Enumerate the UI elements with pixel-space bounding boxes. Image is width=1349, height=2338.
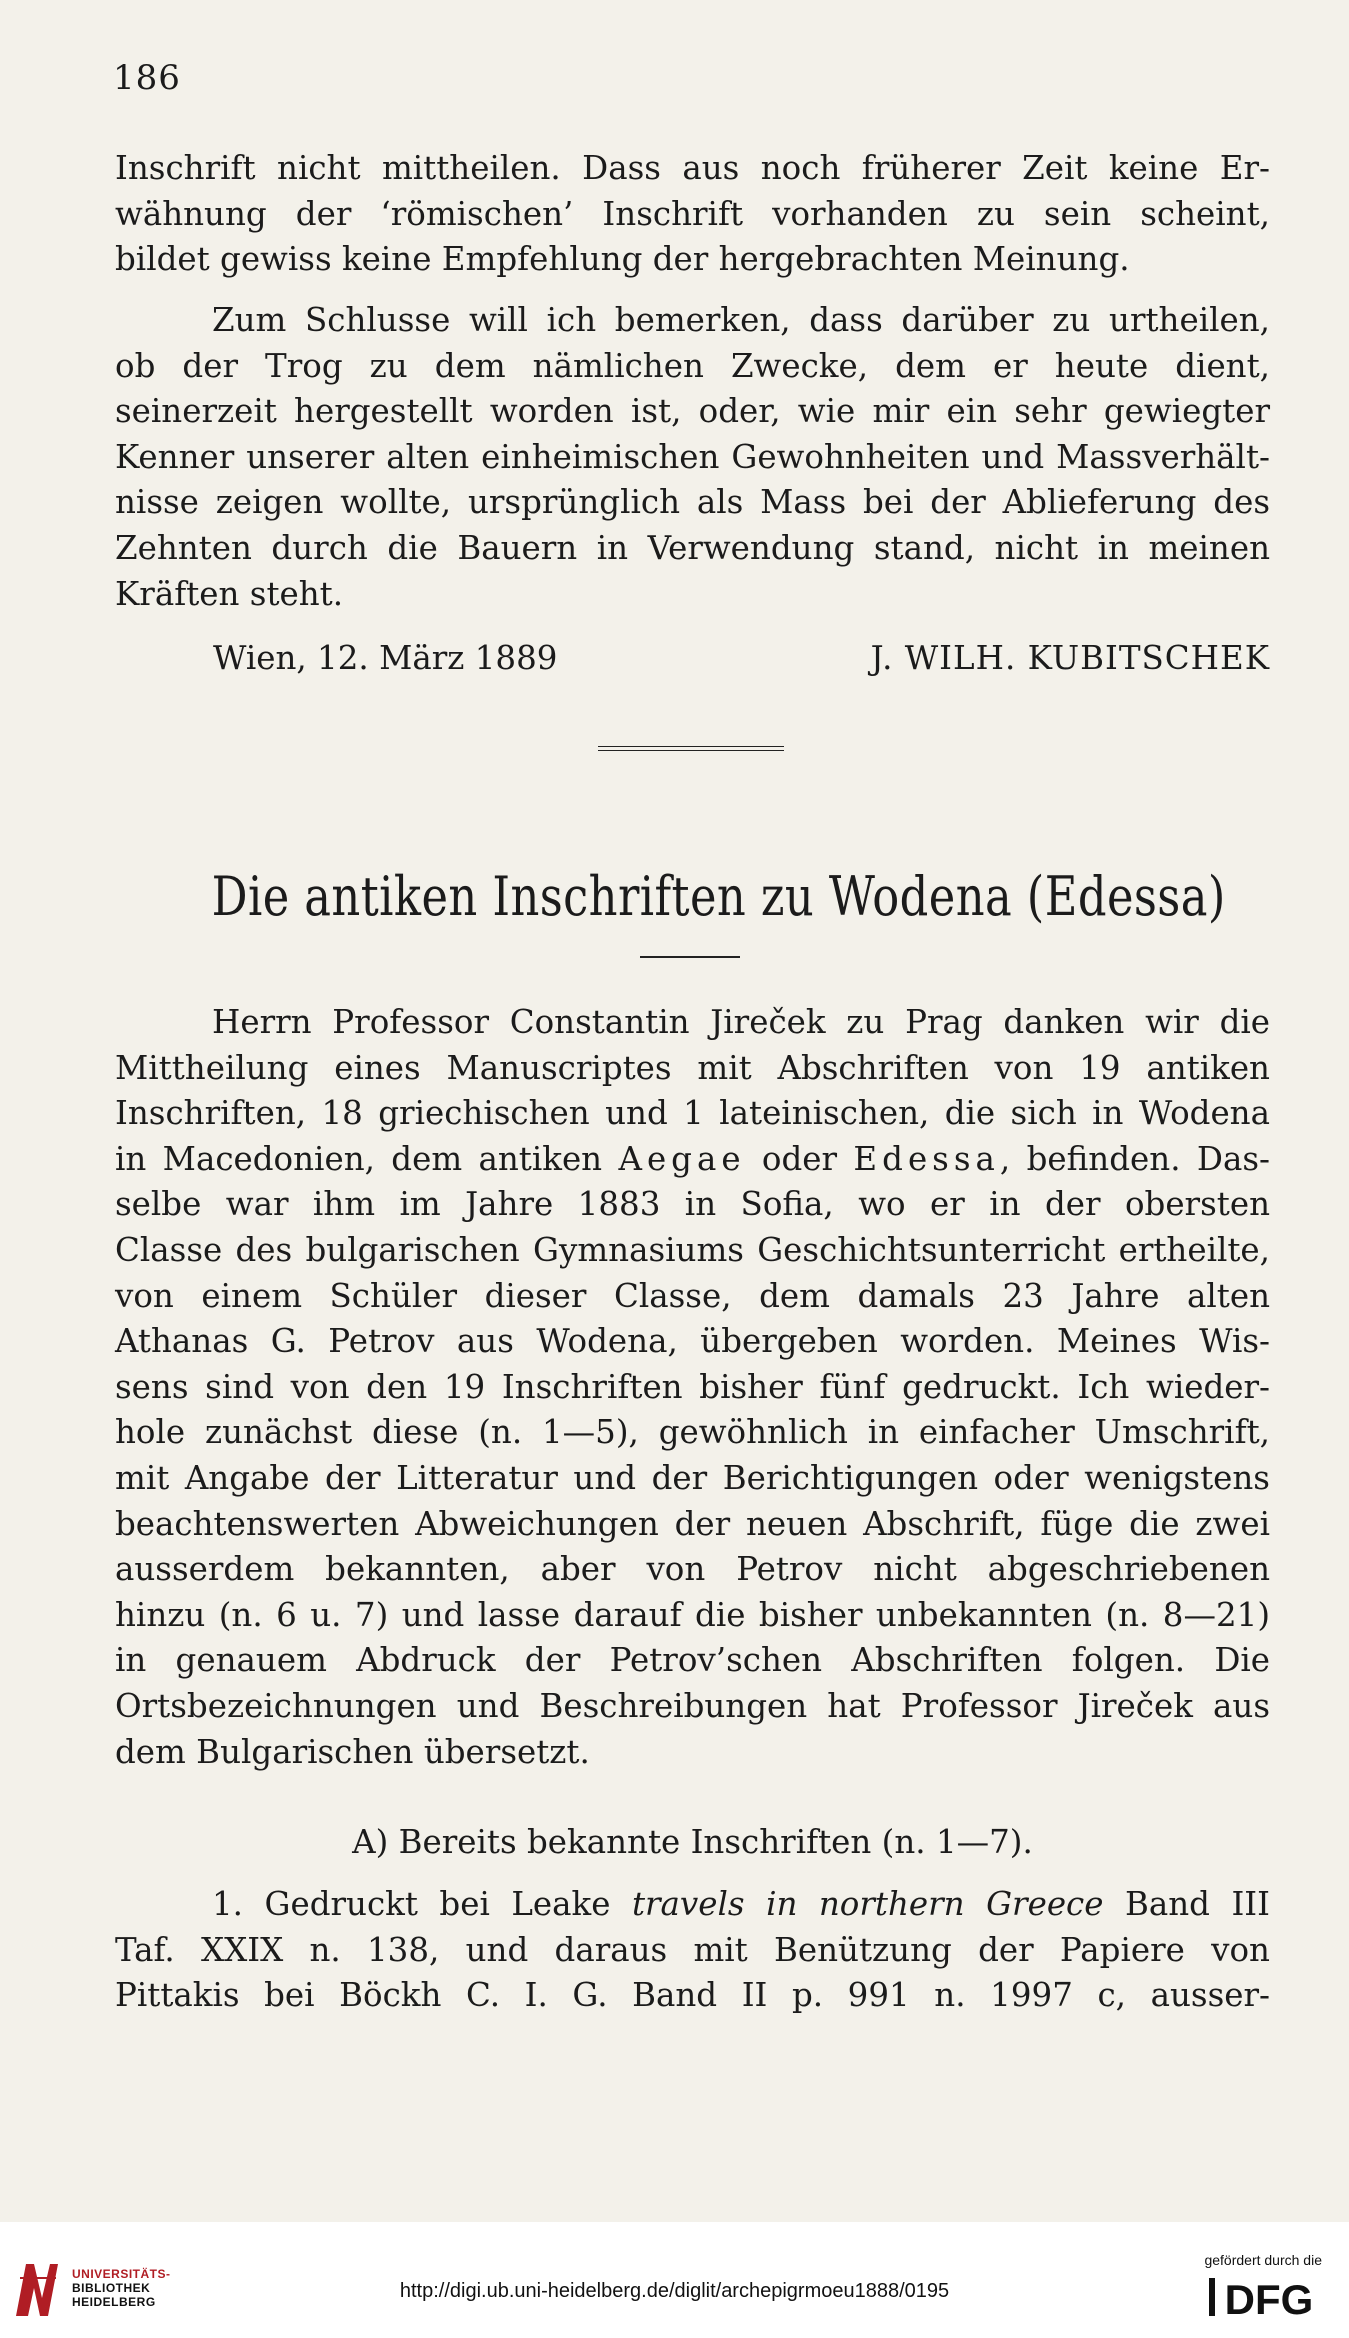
text-line: hole zunächst diese (n. 1—5), gewöhnlich in einfacher Umschrift, [115,1413,1270,1452]
institution-line: UNIVERSITÄTS- [72,2267,171,2281]
paragraph-3 [115,1000,1270,1775]
dfg-logo-text: DFG [1224,2276,1314,2320]
page-number: 186 [113,58,181,98]
text-line: Herrn Professor Constantin Jireček zu Prag danken wir die [212,1003,1270,1041]
section-subheading: A) Bereits bekannte Inschriften (n. 1—7). [352,1823,1033,1861]
text-line: sens sind von den 19 Inschriften bisher fünf gedruckt. Ich wieder- [115,1367,1270,1406]
text-line: Pittakis bei Böckh C. I. G. Band II p. 991 n. 1997 c, ausser- [115,1976,1270,2015]
title-underline [640,956,740,958]
text-line: beachtenswerten Abweichungen der neuen Abschrift, füge die zwei [115,1504,1270,1543]
signature-line [213,636,1270,681]
institution-line: HEIDELBERG [72,2295,156,2309]
book-title: travels in northern Greece [631,1885,1104,1923]
institution-line: BIBLIOTHEK [72,2281,151,2295]
text-line: Athanas G. Petrov aus Wodena, übergeben worden. Meines Wis- [115,1322,1270,1361]
double-rule-divider [598,746,784,751]
text-fragment: 1. Gedruckt bei Leake [212,1885,632,1923]
text-line: selbe war ihm im Jahre 1883 in Sofia, wo er in der obersten [115,1185,1270,1224]
text-line: Zehnten durch die Bauern in Verwendung stand, nicht in meinen [115,528,1270,567]
dfg-logo-icon [1209,2274,1329,2320]
text-line: dem Bulgarischen übersetzt. [115,1732,590,1771]
digitization-footer [0,2222,1349,2338]
text-line: bildet gewiss keine Empfehlung der hergebrachten Meinung. [115,240,1130,279]
paragraph-1 [115,146,1270,283]
paragraph-2 [115,298,1270,617]
text-line: Classe des bulgarischen Gymnasiums Geschichtsunterricht ertheilte, [115,1230,1270,1269]
text-line: mit Angabe der Litteratur und der Berichtigungen oder wenigstens [115,1458,1270,1497]
text-line [115,1882,1270,1928]
text-line: Taf. XXIX n. 138, und daraus mit Benützung der Papiere von [115,1930,1270,1969]
text-line: Zum Schlusse will ich bemerken, dass darüber zu urtheilen, [212,301,1270,339]
funding-label: gefördert durch die [1204,2252,1322,2268]
text-line: Inschrift nicht mittheilen. Dass aus noch früherer Zeit keine Er- [115,149,1270,187]
text-fragment: in Macedonien, dem antiken [115,1139,619,1178]
text-fragment: , befinden. Das- [999,1139,1270,1178]
paragraph-4 [115,1882,1270,2019]
text-line: Mittheilung eines Manuscriptes mit Abschriften von 19 antiken [115,1048,1270,1087]
text-line: Kenner unserer alten einheimischen Gewohnheiten und Massverhält- [115,437,1270,476]
text-line: von einem Schüler dieser Classe, dem damals 23 Jahre alten [115,1276,1270,1315]
text-fragment: oder [745,1139,854,1178]
text-line [115,1137,1270,1183]
place-name-aegae: Aegae [618,1139,746,1178]
text-line: wähnung der ‘römischen’ Inschrift vorhanden zu sein scheint, [115,194,1270,233]
text-line: Inschriften, 18 griechischen und 1 lateinischen, die sich in Wodena [115,1094,1270,1133]
text-line: seinerzeit hergestellt worden ist, oder, wie mir ein sehr gewiegter [115,392,1270,431]
text-line: ob der Trog zu dem nämlichen Zwecke, dem er heute dient, [115,346,1270,385]
text-line: Ortsbezeichnungen und Beschreibungen hat Professor Jireček aus [115,1686,1270,1725]
article-title: Die antiken Inschriften zu Wodena (Edessa) [211,865,1226,928]
text-line: hinzu (n. 6 u. 7) und lasse darauf die bisher unbekannten (n. 8—21) [115,1595,1270,1634]
author-name: J. WILH. KUBITSCHEK [870,639,1270,677]
permalink-url[interactable]: http://digi.ub.uni-heidelberg.de/diglit/archepigrmoeu1888/0195 [399,2280,950,2302]
text-fragment: Band III [1103,1885,1270,1923]
place-name-edessa: Edessa [853,1139,1000,1178]
text-line: in genauem Abdruck der Petrov’schen Abschriften folgen. Die [115,1641,1270,1680]
place-date: Wien, 12. März 1889 [213,639,558,677]
text-line: ausserdem bekannten, aber von Petrov nicht abgeschriebenen [115,1550,1270,1589]
text-line: Kräften steht. [115,574,344,613]
text-line: nisse zeigen wollte, ursprünglich als Mass bei der Ablieferung des [115,483,1270,522]
